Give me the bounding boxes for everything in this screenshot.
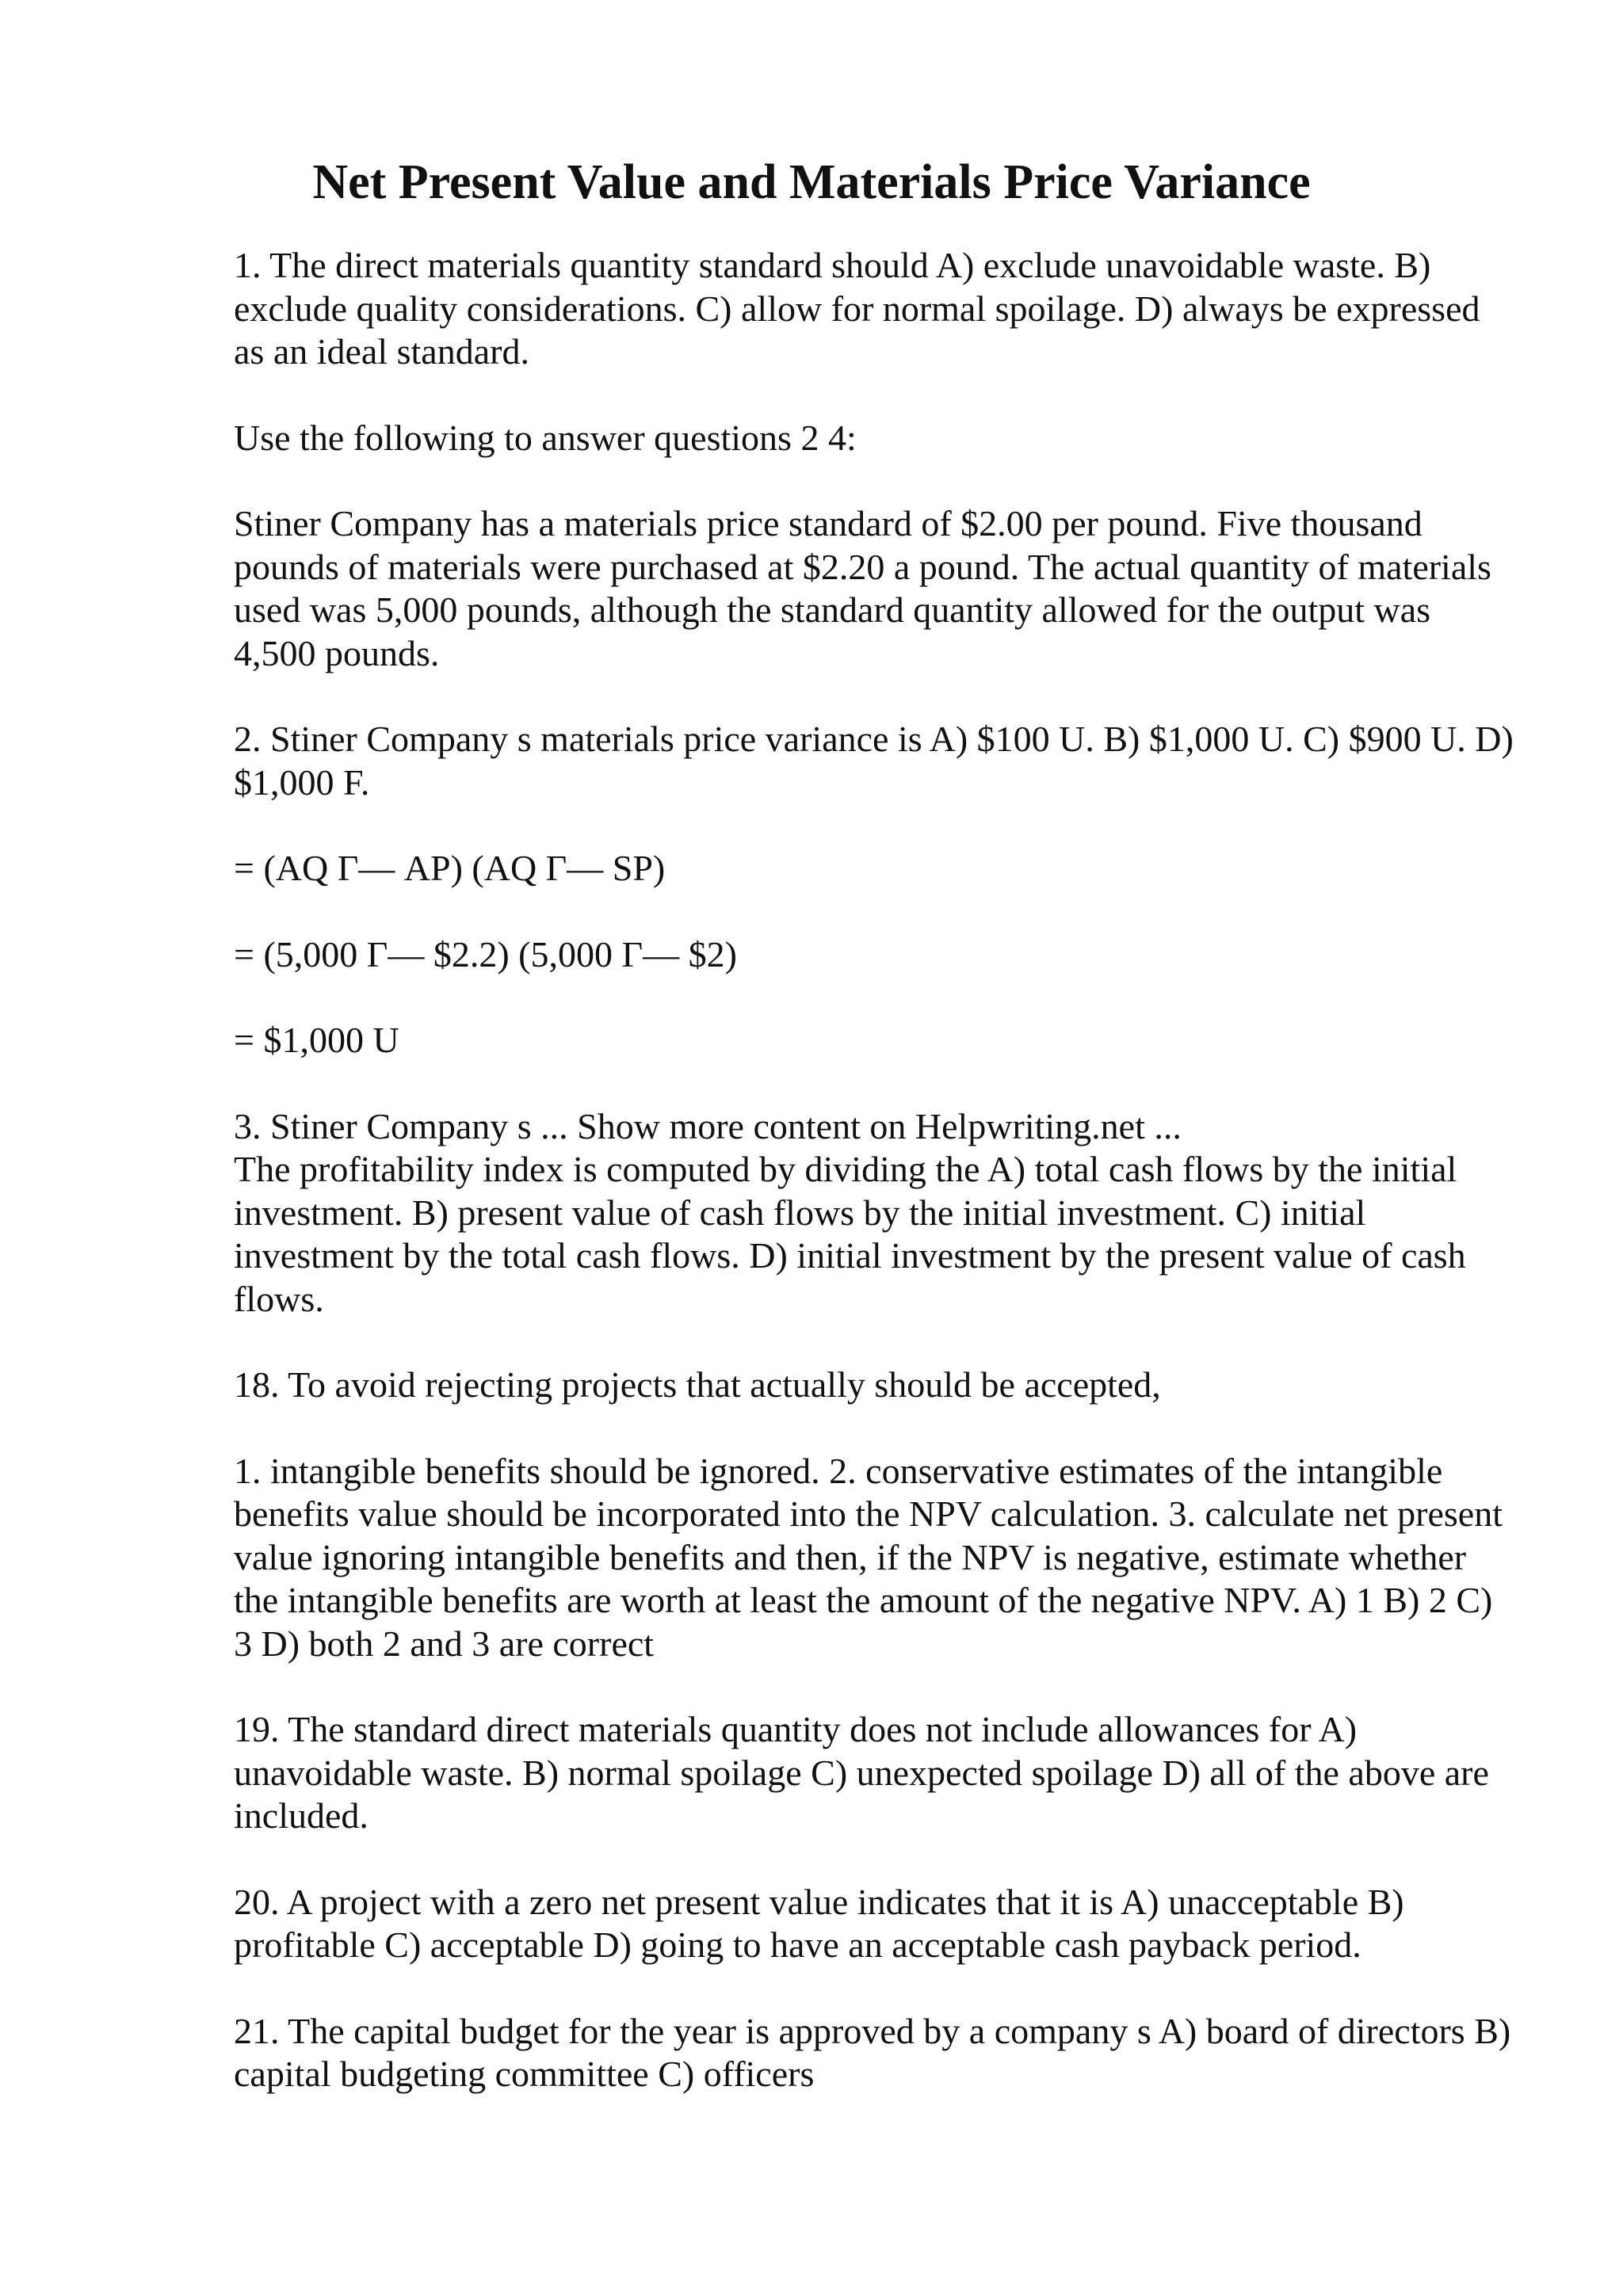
question-2: 2. Stiner Company s materials price variance is A) $100 U. B) $1,000 U. C) $900 U. D) $1,000 F.: [234, 719, 1514, 803]
question-18-options: 1. intangible benefits should be ignored. 2. conservative estimates of the intangible benefits value should be incorporated into the NPV calculation. 3. calculate net present value ignoring intangible benefits and then, if the NPV is negative, estimate whether the intangible benefits are worth at least the amount of the negative NPV. A) 1 B) 2 C) 3 D) both 2 and 3 are correct: [234, 1450, 1503, 1664]
formula-line-2: = (5,000 Γ— $2.2) (5,000 Γ— $2): [234, 933, 737, 974]
document-body: [234, 244, 1518, 2139]
question-21: 21. The capital budget for the year is approved by a company s A) board of directors B) capital budgeting committee C) officers: [234, 2010, 1511, 2094]
question-1: 1. The direct materials quantity standard should A) exclude unavoidable waste. B) exclude quality considerations. C) allow for normal spoilage. D) always be expressed as an ideal standard.: [234, 245, 1480, 372]
profitability-index-question: The profitability index is computed by dividing the A) total cash flows by the initial investment. B) present value of cash flows by the initial investment. C) initial investment by the total cash flows. D) initial investment by the present value of cash flows.: [234, 1149, 1466, 1319]
formula-result: = $1,000 U: [234, 1020, 399, 1060]
page-title: Net Present Value and Materials Price Variance: [312, 155, 1311, 209]
instruction-text: Use the following to answer questions 2 4:: [234, 417, 857, 458]
question-3-truncated: 3. Stiner Company s ... Show more content on Helpwriting.net ...: [234, 1105, 1182, 1146]
question-19: 19. The standard direct materials quantity does not include allowances for A) unavoidable waste. B) normal spoilage C) unexpected spoilage D) all of the above are included.: [234, 1709, 1489, 1836]
question-18: 18. To avoid rejecting projects that actually should be accepted,: [234, 1364, 1161, 1405]
question-20: 20. A project with a zero net present value indicates that it is A) unacceptable B) profitable C) acceptable D) going to have an acceptable cash payback period.: [234, 1881, 1404, 1965]
formula-line-1: = (AQ Γ— AP) (AQ Γ— SP): [234, 848, 666, 888]
problem-statement: Stiner Company has a materials price standard of $2.00 per pound. Five thousand pounds of materials were purchased at $2.20 a pound. The actual quantity of materials used was 5,000 pounds, although the standard quantity allowed for the output was 4,500 pounds.: [234, 503, 1491, 673]
